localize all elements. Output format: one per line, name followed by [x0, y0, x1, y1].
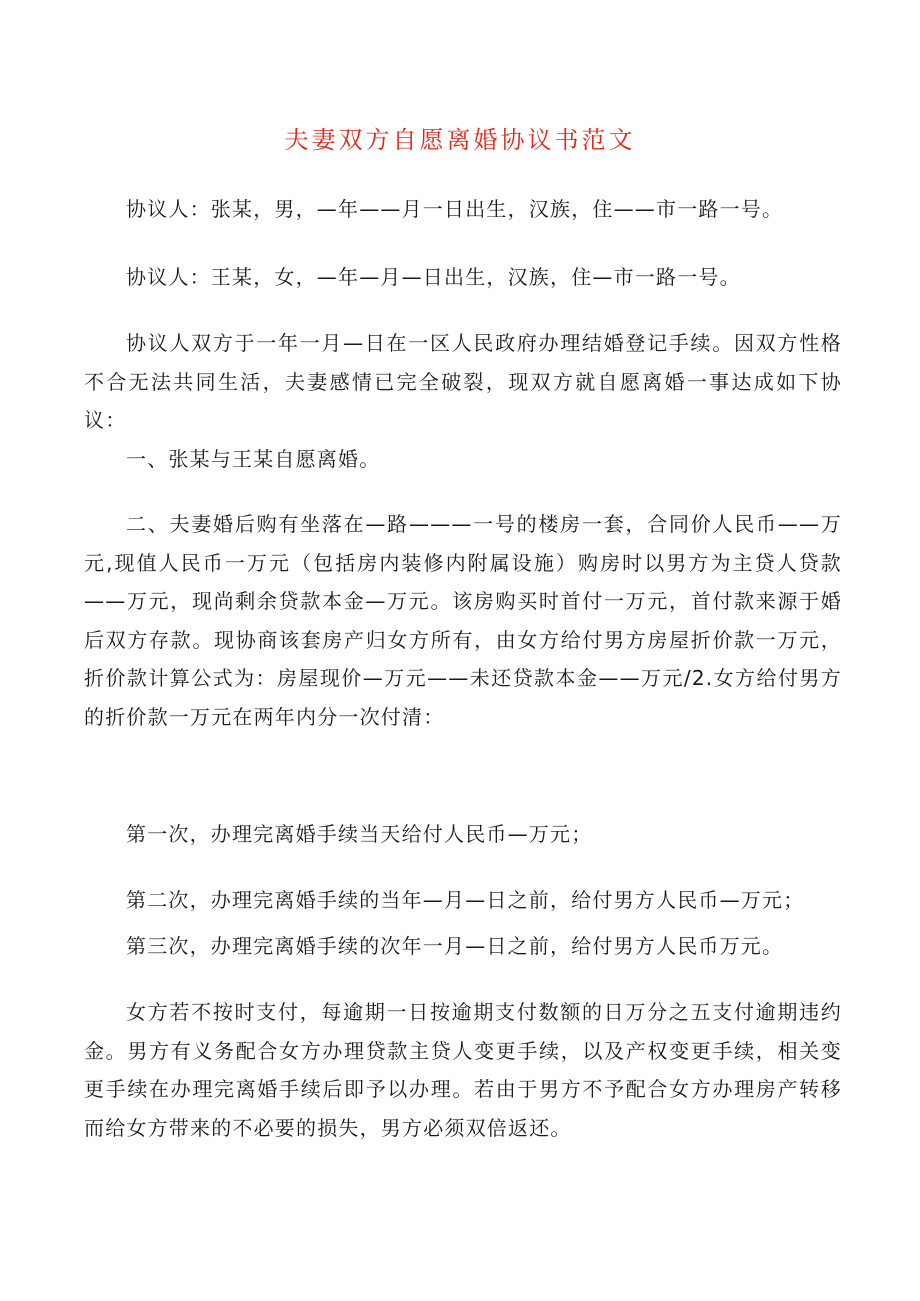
- clause-two-paragraph: 二、夫妻婚后购有坐落在—路———一号的楼房一套，合同价人民币——万元,现值人民币一万元（包括房内装修内附属设施）购房时以男方为主贷人贷款——万元，现尚剩余贷款本金—万元。该房购买时首付一万元，首付款来源于婚后双方存款。现协商该套房产归女方所有，由女方给付男方房屋折价款一万元，折价款计算公式为：房屋现价—万元——未还贷款本金——万元/2.女方给付男方的折价款一万元在两年内分一次付清：: [84, 512, 842, 729]
- document-title: 夫妻双方自愿离婚协议书范文: [284, 126, 636, 154]
- party-a-paragraph: 协议人：张某，男，—年——月一日出生，汉族，住——市一路一号。: [126, 197, 784, 221]
- late-payment-paragraph: 女方若不按时支付，每逾期一日按逾期支付数额的日万分之五支付逾期违约金。男方有义务配合女方办理贷款主贷人变更手续，以及产权变更手续，相关变更手续在办理完离婚手续后即予以办理。若由于男方不予配合女方办理房产转移而给女方带来的不必要的损失，男方必须双倍返还。: [84, 1000, 842, 1140]
- party-b-paragraph: 协议人：王某，女，—年—月—日出生，汉族，住—市一路一号。: [126, 265, 741, 289]
- second-payment-paragraph: 第二次，办理完离婚手续的当年—月—日之前，给付男方人民币—万元；: [126, 888, 805, 912]
- third-payment-paragraph: 第三次，办理完离婚手续的次年一月—日之前，给付男方人民币万元。: [126, 934, 784, 958]
- marriage-background-paragraph: 协议人双方于一年一月—日在一区人民政府办理结婚登记手续。因双方性格不合无法共同生活，夫妻感情已完全破裂，现双方就自愿离婚一事达成如下协议：: [84, 331, 842, 432]
- clause-one-paragraph: 一、张某与王某自愿离婚。: [126, 447, 381, 471]
- first-payment-paragraph: 第一次，办理完离婚手续当天给付人民币—万元；: [126, 822, 593, 846]
